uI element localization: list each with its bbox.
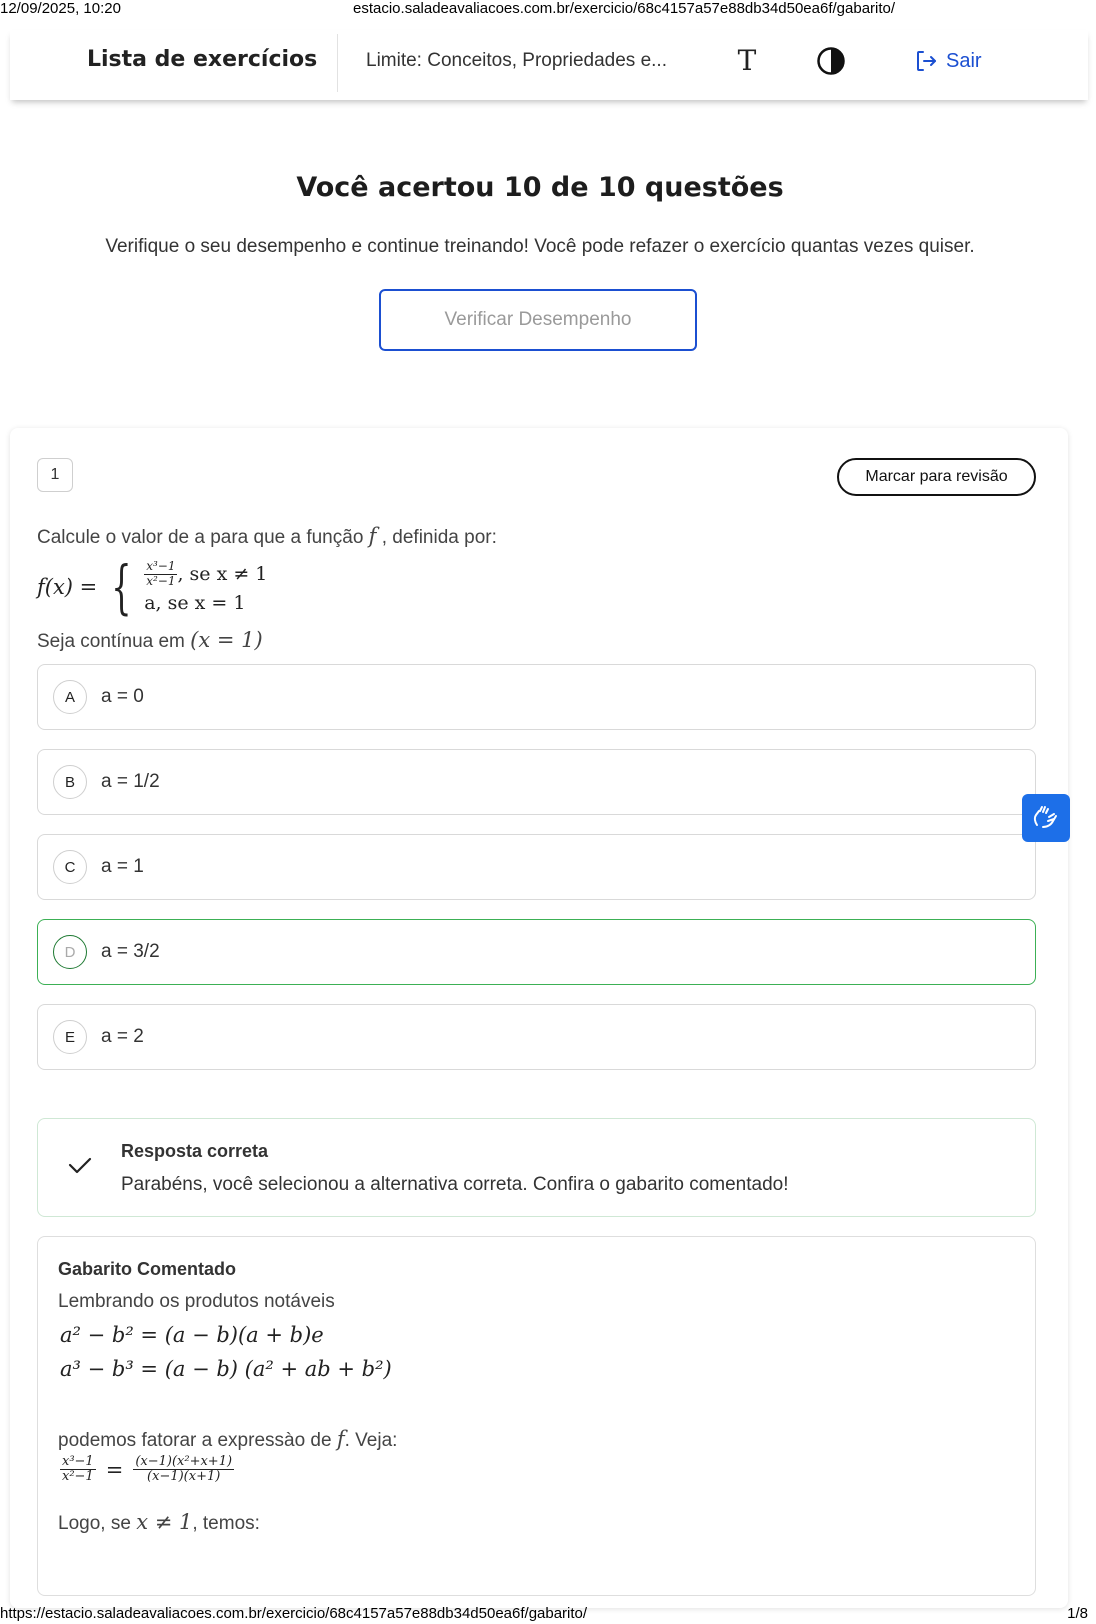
case1-denominator: x²−1	[146, 573, 176, 588]
check-icon	[66, 1151, 94, 1179]
option-letter: E	[53, 1020, 87, 1054]
option-text: a = 2	[101, 1026, 144, 1047]
print-page-number: 1/8	[1067, 1605, 1088, 1622]
result-title: Você acertou 10 de 10 questões	[296, 172, 784, 203]
option-text: a = 1	[101, 856, 144, 877]
question-continuity	[37, 628, 263, 653]
option-letter: B	[53, 765, 87, 799]
question-text-suffix: , definida por:	[381, 527, 497, 548]
case1-numerator: x³−1	[146, 559, 176, 574]
verify-performance-button[interactable]: Verificar Desempenho	[379, 289, 697, 351]
option-e[interactable]	[37, 1004, 1036, 1070]
case1-condition: , se x ≠ 1	[177, 563, 268, 585]
conclusion-math: x ≠ 1	[136, 1510, 193, 1534]
question-number: 1	[37, 458, 73, 492]
identity-difference-of-cubes: a³ − b³ = (a − b) (a² + ab + b²)	[60, 1357, 392, 1381]
case1-fraction	[144, 560, 177, 587]
print-url-header: estacio.saladeavaliacoes.com.br/exercicio/68c4157a57e88db34d50ea6f/gabarito/	[353, 0, 896, 17]
conclusion-prefix: Logo, se	[58, 1513, 131, 1534]
equals-sign: =	[105, 1457, 124, 1482]
answer-feedback	[37, 1118, 1036, 1217]
option-c[interactable]	[37, 834, 1036, 900]
option-letter: D	[53, 935, 87, 969]
option-text: a = 1/2	[101, 771, 160, 792]
factor-intro	[58, 1427, 397, 1452]
logout-button[interactable]	[914, 46, 982, 76]
print-datetime: 12/09/2025, 10:20	[0, 0, 121, 17]
subject-title: Limite: Conceitos, Propriedades e...	[366, 50, 667, 71]
option-a[interactable]	[37, 664, 1036, 730]
case2: a, se x = 1	[144, 591, 246, 614]
left-numerator: x³−1	[62, 1454, 94, 1469]
print-footer	[0, 1604, 1096, 1624]
option-b[interactable]	[37, 749, 1036, 815]
question-text-var: f	[368, 524, 377, 548]
piecewise-function	[37, 552, 267, 622]
logout-icon	[914, 49, 938, 73]
commented-answer-intro: Lembrando os produtos notáveis	[58, 1291, 335, 1312]
option-d[interactable]	[37, 919, 1036, 985]
factor-intro-var: f	[336, 1427, 345, 1451]
left-fraction	[60, 1455, 96, 1485]
right-numerator: (x−1)(x²+x+1)	[135, 1454, 233, 1469]
header-divider	[337, 34, 338, 92]
sign-language-hands-icon[interactable]	[1022, 794, 1070, 842]
right-denominator: (x−1)(x+1)	[147, 1469, 221, 1485]
contrast-icon[interactable]	[816, 46, 846, 76]
option-text: a = 3/2	[101, 941, 160, 962]
continuity-prefix: Seja contínua em	[37, 631, 185, 652]
right-fraction	[133, 1455, 234, 1485]
text-size-icon[interactable]: T	[737, 43, 757, 77]
factored-expression	[60, 1455, 234, 1485]
brace: {	[111, 553, 132, 621]
top-navbar	[10, 30, 1088, 100]
print-url-footer: https://estacio.saladeavaliacoes.com.br/exercicio/68c4157a57e88db34d50ea6f/gabarito/	[0, 1605, 588, 1622]
question-text	[37, 524, 497, 549]
question-card	[10, 428, 1068, 1608]
option-letter: C	[53, 850, 87, 884]
question-text-prefix: Calcule o valor de a para que a função	[37, 527, 364, 548]
option-text: a = 0	[101, 686, 144, 707]
app-title: Lista de exercícios	[87, 47, 318, 72]
left-denominator: x²−1	[62, 1469, 94, 1485]
function-lhs: f(x) =	[37, 575, 98, 599]
conclusion-line	[58, 1510, 260, 1535]
option-letter: A	[53, 680, 87, 714]
identity-difference-of-squares: a² − b² = (a − b)(a + b)e	[60, 1323, 324, 1347]
mark-for-review-button[interactable]: Marcar para revisão	[837, 458, 1036, 496]
feedback-text: Parabéns, você selecionou a alternativa correta. Confira o gabarito comentado!	[121, 1174, 789, 1195]
feedback-title: Resposta correta	[121, 1141, 269, 1161]
commented-answer-title: Gabarito Comentado	[58, 1259, 237, 1279]
logout-label: Sair	[946, 49, 982, 72]
factor-intro-suffix: . Veja:	[344, 1430, 398, 1451]
print-header	[0, 0, 1096, 18]
result-subtitle: Verifique o seu desempenho e continue treinando! Você pode refazer o exercício quantas vezes quiser.	[105, 236, 975, 257]
commented-answer	[37, 1236, 1036, 1596]
conclusion-suffix: , temos:	[192, 1513, 260, 1534]
continuity-math: (x = 1)	[190, 628, 263, 652]
factor-intro-prefix: podemos fatorar a expressào de	[58, 1430, 332, 1451]
